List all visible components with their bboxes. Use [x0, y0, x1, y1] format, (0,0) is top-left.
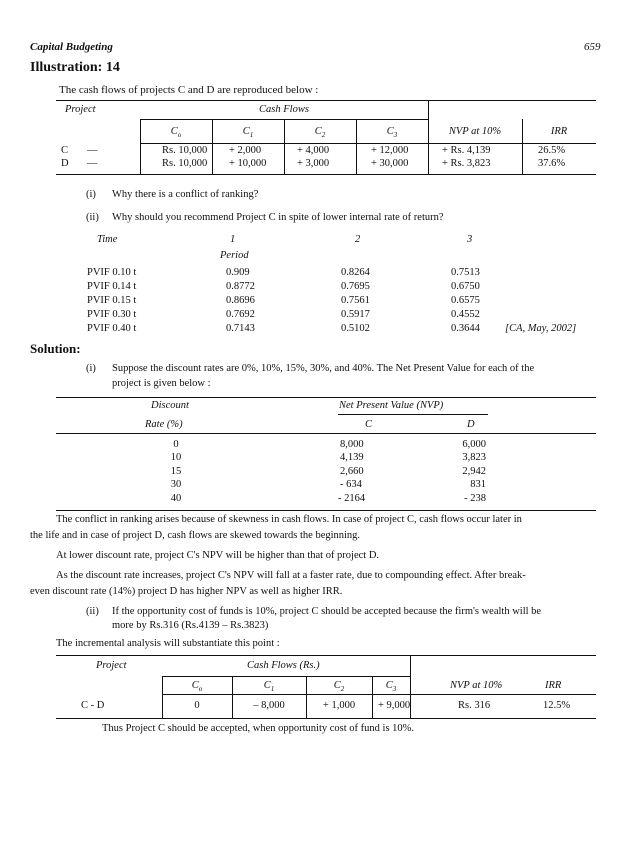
solution-ii-line1: If the opportunity cost of funds is 10%, project C should be accepted because the firm's wealth will be	[112, 606, 542, 617]
col-c3: $C_3$	[386, 126, 398, 140]
question-i-num: (i)	[86, 189, 96, 200]
conclusion: Thus Project C should be accepted, when opportunity cost of fund is 10%.	[102, 723, 415, 734]
para-conflict-l2: the life and in case of project D, cash flows are skewed towards the beginning.	[30, 530, 361, 541]
col-c0: $C_o$	[170, 126, 182, 140]
para-increase-l1: As the discount rate increases, project C's NPV will fall at a faster rate, due to compounding effect. After break-	[56, 570, 526, 581]
solution-title: Solution:	[30, 341, 81, 356]
question-ii: Why should you recommend Project C in spite of lower internal rate of return?	[112, 212, 444, 223]
para-conflict-l1: The conflict in ranking arises because of skewness in cash flows. In case of project C, cash flows occur later in	[56, 514, 522, 525]
para-increase-l2: even discount rate (14%) project D has higher NPV as well as higher IRR.	[30, 586, 343, 597]
question-ii-num: (ii)	[86, 212, 99, 223]
solution-i-num: (i)	[86, 363, 96, 374]
nvp-header: NVP at 10%	[448, 126, 502, 137]
running-header: Capital Budgeting	[30, 41, 113, 53]
col-c1: $C_1$	[242, 126, 254, 140]
illustration-title: Illustration: 14	[30, 60, 120, 75]
intro-text: The cash flows of projects C and D are reproduced below :	[59, 84, 319, 96]
irr-header: IRR	[550, 126, 568, 137]
source-citation: [CA, May, 2002]	[505, 323, 577, 334]
page-number: 659	[584, 41, 601, 53]
para-lower-rate: At lower discount rate, project C's NPV will be higher than that of project D.	[56, 550, 380, 561]
solution-i-line2: project is given below :	[112, 378, 211, 389]
project-header: Project	[65, 104, 96, 115]
cash-flows-header: Cash Flows	[259, 104, 309, 115]
solution-ii-num: (ii)	[86, 606, 99, 617]
solution-i-line1: Suppose the discount rates are 0%, 10%, 15%, 30%, and 40%. The Net Present Value for each of the	[112, 363, 535, 374]
incremental-intro: The incremental analysis will substantiate this point :	[56, 638, 280, 649]
solution-ii-line2: more by Rs.316 (Rs.4139 – Rs.3823)	[112, 620, 269, 631]
question-i: Why there is a conflict of ranking?	[112, 189, 259, 200]
col-c2: $C_2$	[314, 126, 326, 140]
